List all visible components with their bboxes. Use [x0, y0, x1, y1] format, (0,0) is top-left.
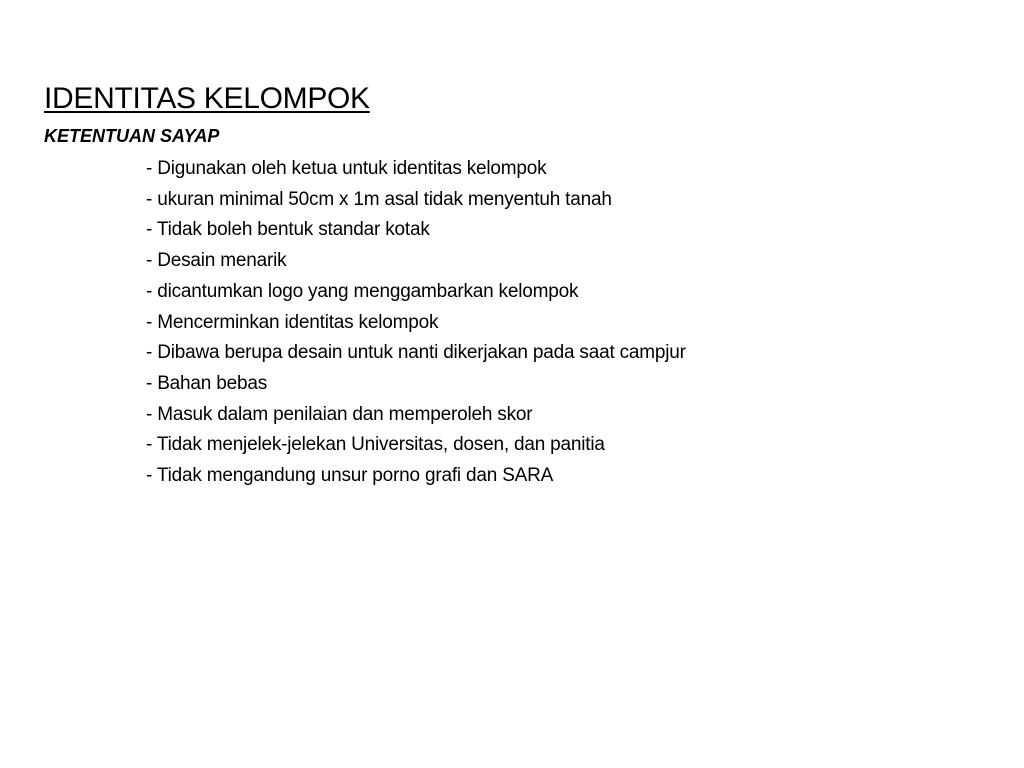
list-item: - Digunakan oleh ketua untuk identitas kelompok [146, 158, 547, 179]
rules-list [146, 154, 686, 492]
slide-title: IDENTITAS KELOMPOK [44, 82, 370, 115]
list-item: - Bahan bebas [146, 372, 267, 394]
list-item: - Desain menarik [146, 250, 287, 272]
list-item: - Tidak mengandung unsur porno grafi dan SARA [146, 465, 554, 487]
list-item: - Masuk dalam penilaian dan memperoleh skor [146, 403, 533, 425]
list-item: - ukuran minimal 50cm x 1m asal tidak menyentuh tanah [146, 188, 612, 210]
list-item: - Tidak menjelek-jelekan Universitas, dosen, dan panitia [146, 434, 605, 456]
list-item: - Mencerminkan identitas kelompok [146, 311, 439, 333]
list-item: - dicantumkan logo yang menggambarkan kelompok [146, 280, 579, 302]
list-item: - Tidak boleh bentuk standar kotak [146, 219, 430, 241]
slide-subtitle: KETENTUAN SAYAP [44, 126, 220, 146]
list-item: - Dibawa berupa desain untuk nanti dikerjakan pada saat campjur [146, 342, 686, 364]
